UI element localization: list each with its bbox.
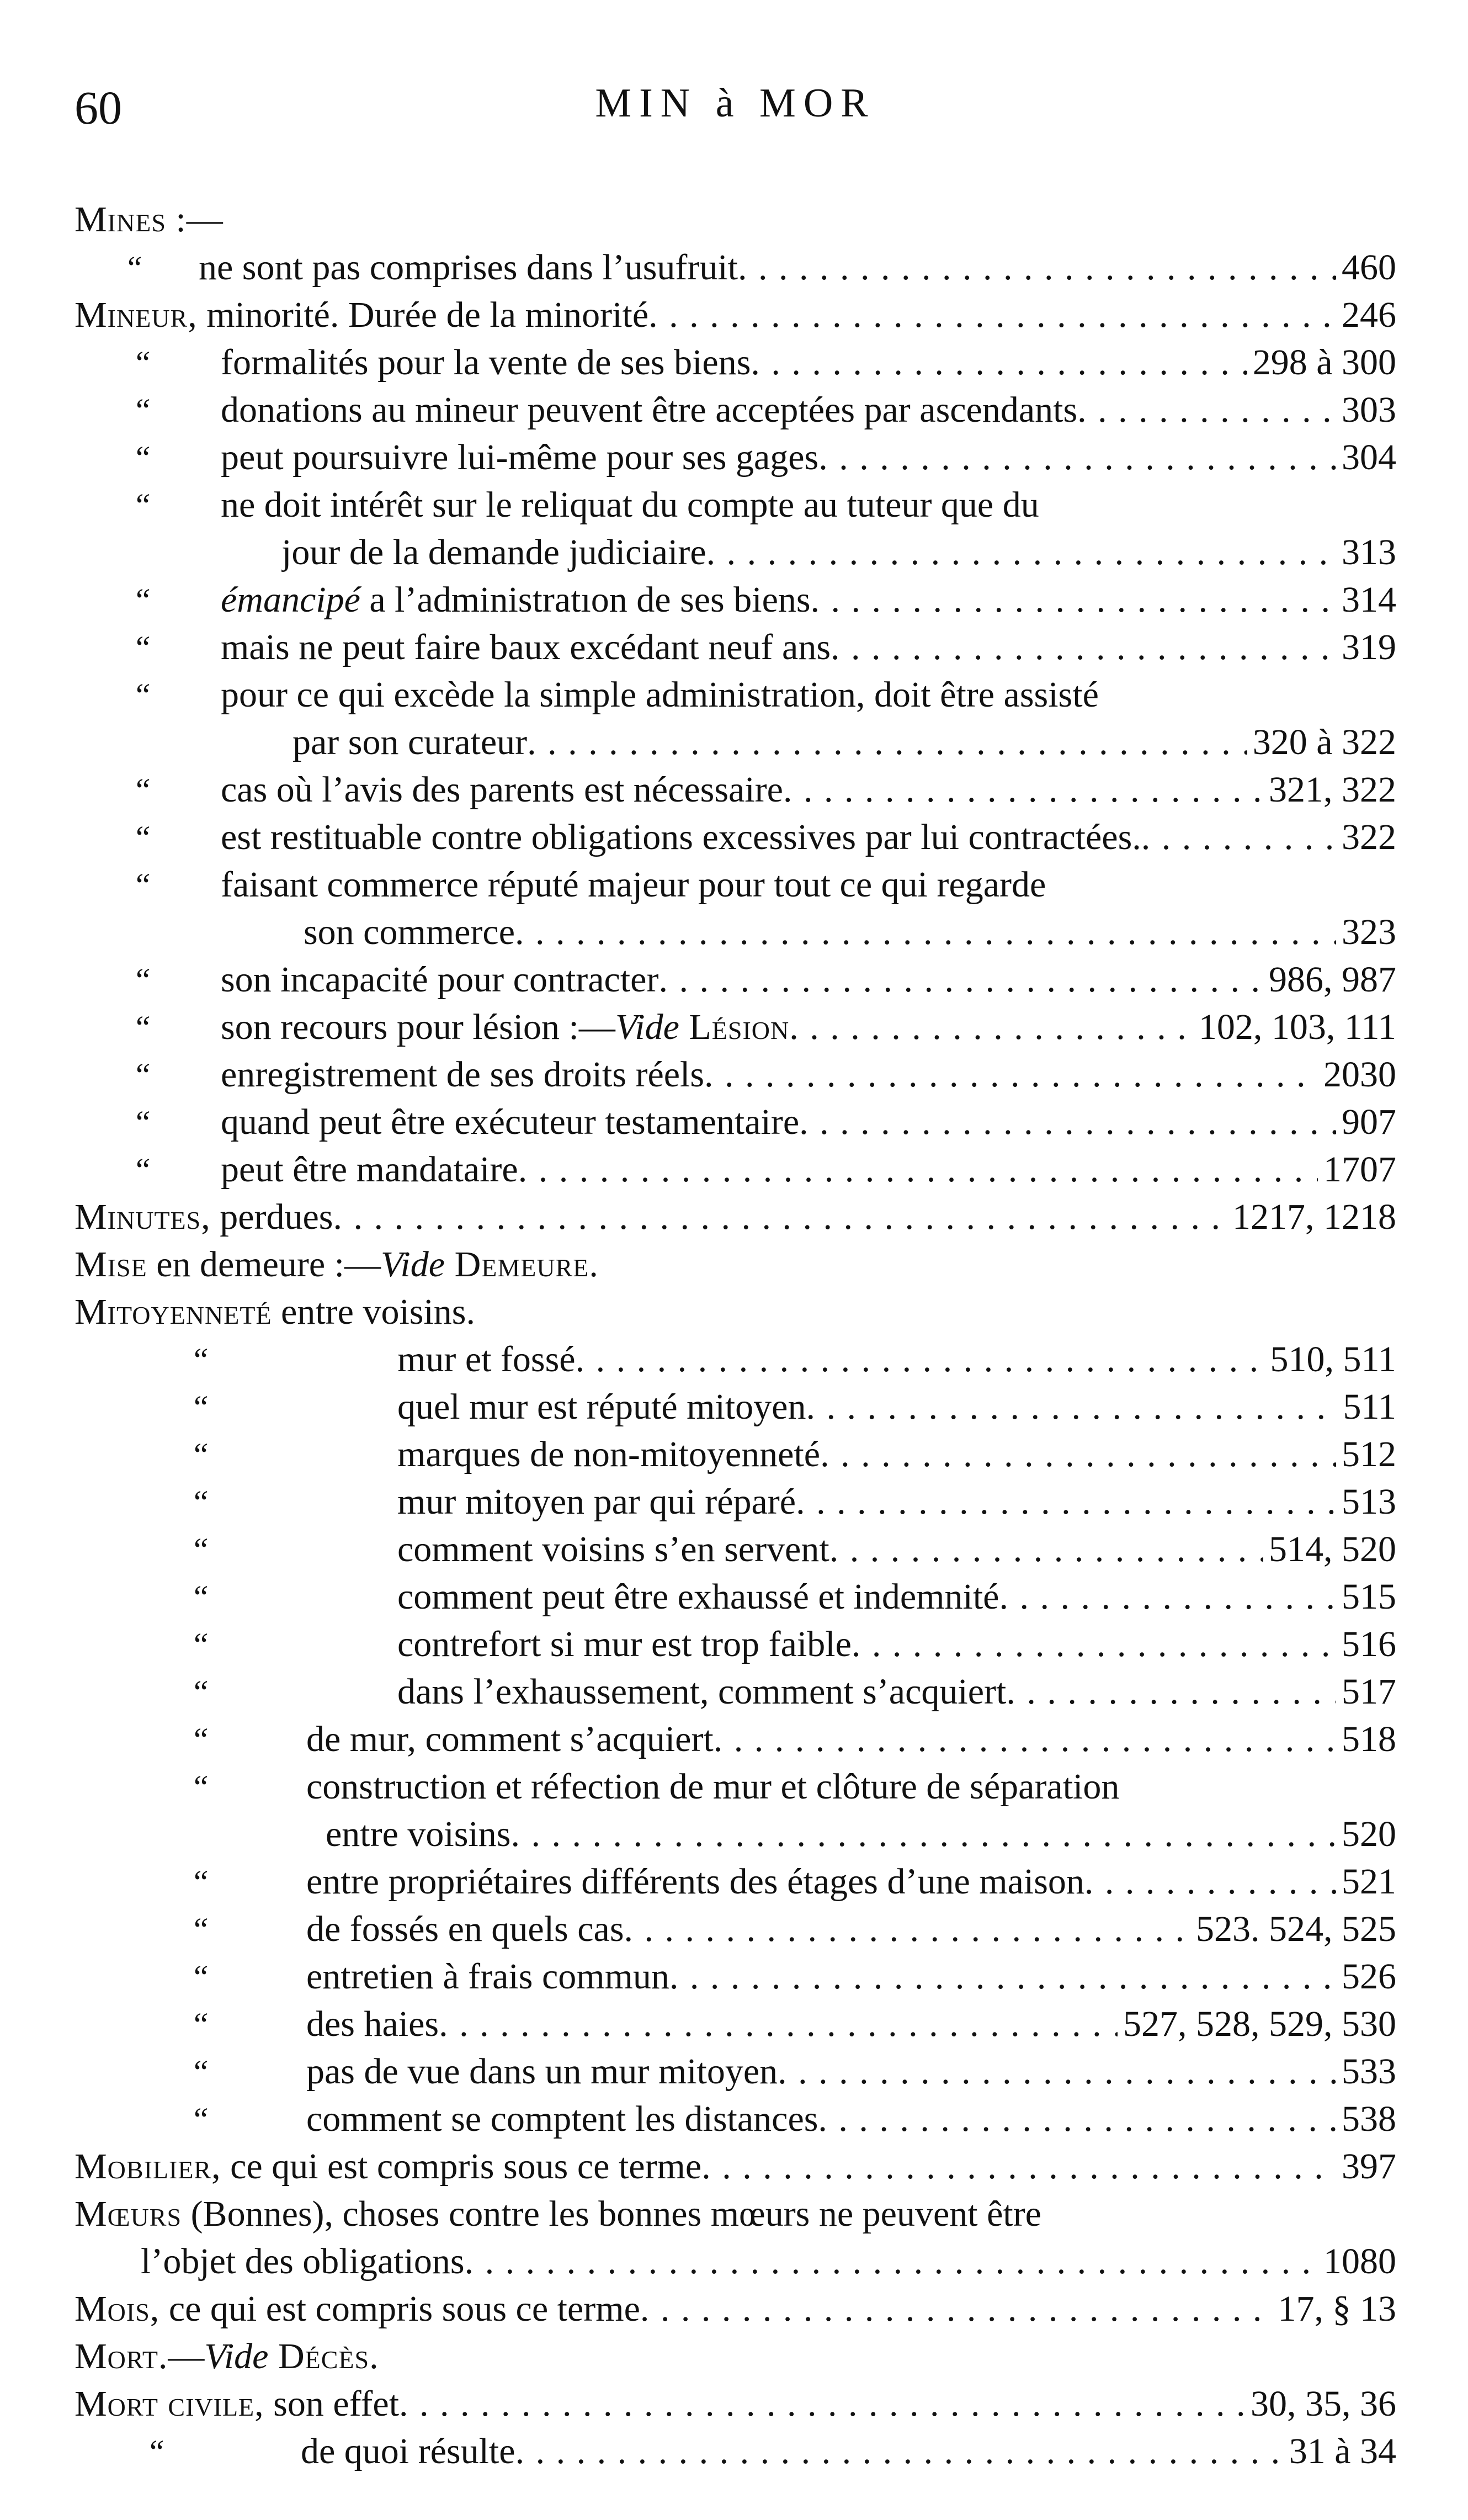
ditto-mark: “ — [190, 1531, 209, 1568]
index-line — [0, 2048, 1396, 2095]
entry-text — [301, 2428, 1396, 2475]
entry-body: minorité. Durée de la minorité — [197, 295, 649, 335]
index-line — [0, 434, 1396, 481]
entry-label — [306, 1906, 1190, 1953]
page-number: 60 — [75, 81, 122, 134]
page-reference: 30, 35, 36 — [1251, 2384, 1396, 2424]
ditto-mark: “ — [132, 344, 151, 381]
entry-body: entre voisins — [326, 1814, 511, 1854]
ditto-mark: “ — [190, 1769, 209, 1805]
ditto-mark: “ — [190, 1389, 209, 1425]
entry-text — [221, 1051, 1396, 1099]
entry-text — [397, 1668, 1396, 1716]
ditto-mark: “ — [190, 1959, 209, 1995]
entry-body: enregistrement de ses droits réels — [221, 1054, 705, 1095]
ditto-mark: “ — [132, 1057, 151, 1093]
index-line — [0, 1668, 1396, 1716]
index-line — [0, 956, 1396, 1004]
entry-text — [221, 339, 1396, 386]
index-line — [0, 386, 1396, 434]
entry-heading: Mitoyenneté — [75, 1292, 272, 1332]
entry-heading: Mobilier, — [75, 2146, 221, 2187]
entry-text — [199, 244, 1396, 291]
index-line — [0, 196, 1396, 243]
entry-text — [221, 814, 1396, 861]
entry-label — [221, 1146, 1318, 1193]
ditto-mark: “ — [124, 250, 143, 286]
entry-label — [397, 1573, 1336, 1621]
index-line — [0, 1478, 1396, 1526]
entry-text — [306, 1953, 1396, 2001]
entry-body: perdues — [210, 1197, 333, 1237]
entry-emphasis: émancipé — [221, 580, 360, 620]
entry-text — [75, 2143, 1396, 2190]
entry-label — [306, 2095, 1336, 2143]
entry-heading: Mines :— — [75, 199, 224, 240]
entry-label — [221, 814, 1336, 861]
entry-body: contrefort si mur est trop faible — [397, 1624, 852, 1664]
page-reference: 314 — [1342, 580, 1396, 620]
entry-label — [306, 1763, 1119, 1811]
entry-label — [397, 1668, 1336, 1716]
page-reference: 2030 — [1323, 1054, 1396, 1095]
ditto-mark: “ — [190, 2101, 209, 2137]
entry-label — [221, 434, 1336, 481]
entry-label — [75, 2143, 1336, 2190]
page-reference: 521 — [1342, 1861, 1396, 1902]
entry-label — [397, 1478, 1336, 1526]
entry-text — [221, 766, 1396, 814]
page-reference: 1080 — [1323, 2241, 1396, 2282]
ditto-mark: “ — [132, 439, 151, 476]
entry-text — [306, 1763, 1119, 1811]
entry-body: peut poursuivre lui-même pour ses gages — [221, 437, 819, 478]
entry-heading: Mise — [75, 1244, 147, 1285]
entry-label — [221, 624, 1336, 671]
ditto-mark: “ — [132, 629, 151, 666]
entry-body: en demeure :— — [147, 1244, 381, 1285]
entry-label — [221, 1004, 1193, 1051]
ditto-mark: “ — [190, 1674, 209, 1710]
page-reference: 1217, 1218 — [1232, 1197, 1396, 1237]
ditto-mark: “ — [132, 772, 151, 808]
entry-body: dans l’exhaussement, comment s’acquiert — [397, 1672, 1007, 1712]
entry-text — [306, 2001, 1396, 2048]
index-line — [0, 1621, 1396, 1668]
index-line — [0, 339, 1396, 386]
index-line — [0, 1526, 1396, 1573]
entry-label — [221, 861, 1046, 909]
entry-text — [141, 2238, 1396, 2285]
ditto-mark: “ — [190, 1864, 209, 1900]
page-reference: 31 à 34 — [1289, 2431, 1396, 2471]
page-reference: 303 — [1342, 390, 1396, 430]
page-reference: 520 — [1342, 1814, 1396, 1854]
entry-text — [304, 909, 1396, 956]
entry-text — [397, 1621, 1396, 1668]
entry-label — [397, 1431, 1336, 1478]
index-line — [0, 1858, 1396, 1906]
entry-body: mur mitoyen par qui réparé — [397, 1482, 796, 1522]
ditto-mark: “ — [132, 582, 151, 618]
entry-text — [75, 1193, 1396, 1241]
entry-text — [306, 2048, 1396, 2095]
page-reference: 323 — [1342, 912, 1396, 952]
entry-body: entre voisins. — [272, 1292, 475, 1332]
index-line — [0, 1099, 1396, 1146]
entry-body: son commerce — [304, 912, 515, 952]
entry-body: ne sont pas comprises dans l’usufruit — [199, 247, 738, 288]
index-line — [0, 671, 1396, 719]
ditto-mark: “ — [146, 2433, 165, 2470]
entry-text — [75, 2285, 1396, 2333]
ditto-mark: “ — [190, 1579, 209, 1615]
entry-body: — — [168, 2336, 205, 2376]
page-reference: 515 — [1342, 1577, 1396, 1617]
entry-label — [221, 339, 1247, 386]
index-line — [0, 481, 1396, 529]
index-line — [0, 2238, 1396, 2285]
index-line — [0, 2143, 1396, 2190]
entry-label — [75, 1241, 599, 1288]
entry-text — [306, 1716, 1396, 1763]
cross-ref-vide: Vide — [204, 2336, 269, 2376]
page-reference: 319 — [1342, 627, 1396, 667]
cross-ref-vide: Vide — [615, 1007, 679, 1047]
entry-body: peut être mandataire — [221, 1149, 518, 1190]
ditto-mark: “ — [132, 1152, 151, 1188]
page-reference: 907 — [1342, 1102, 1396, 1142]
page-header — [75, 80, 1396, 141]
entry-label — [397, 1383, 1337, 1431]
entry-text — [221, 671, 1099, 719]
entry-body: de quoi résulte — [301, 2431, 515, 2471]
entry-text — [75, 1241, 599, 1288]
entry-body: mur et fossé — [397, 1339, 576, 1380]
entry-body: donations au mineur peuvent être acceptées par ascendants — [221, 390, 1078, 430]
page-reference: 321, 322 — [1269, 770, 1396, 810]
entry-text — [326, 1811, 1396, 1858]
entry-text — [75, 196, 224, 243]
entry-body: comment peut être exhaussé et indemnité — [397, 1577, 999, 1617]
entry-body: faisant commerce réputé majeur pour tout ce qui regarde — [221, 864, 1046, 905]
entry-text — [292, 719, 1396, 766]
entry-label — [75, 196, 224, 243]
entry-label — [199, 244, 1336, 291]
page-reference: 523. 524, 525 — [1196, 1909, 1396, 1949]
ditto-mark: “ — [132, 1009, 151, 1046]
ditto-mark: “ — [190, 1341, 209, 1378]
page-reference: 17, § 13 — [1278, 2289, 1396, 2329]
page-reference: 533 — [1342, 2051, 1396, 2092]
index-line — [0, 2333, 1396, 2380]
entry-label — [221, 766, 1263, 814]
index-line — [0, 576, 1396, 624]
entry-body: pour ce qui excède la simple administration, doit être assisté — [221, 675, 1099, 715]
index-line — [0, 1383, 1396, 1431]
ditto-mark: “ — [190, 2006, 209, 2042]
index-line — [0, 2190, 1396, 2238]
entry-body: cas où l’avis des parents est nécessaire — [221, 770, 783, 810]
index-line — [0, 2001, 1396, 2048]
entry-body: pas de vue dans un mur mitoyen — [306, 2051, 778, 2092]
page-reference: 986, 987 — [1269, 959, 1396, 1000]
entry-body: ce qui est compris sous ce terme — [159, 2289, 640, 2329]
index-line — [0, 2380, 1396, 2428]
index-line — [0, 1146, 1396, 1193]
entry-label — [75, 1193, 1227, 1241]
entry-text — [221, 1004, 1396, 1051]
index-line — [0, 814, 1396, 861]
index-line — [0, 2285, 1396, 2333]
entry-body: quel mur est réputé mitoyen — [397, 1387, 806, 1427]
ditto-mark: “ — [132, 1104, 151, 1140]
entry-body: jour de la demande judiciaire — [281, 532, 706, 572]
page-reference: 512 — [1342, 1434, 1396, 1474]
entry-body: ne doit intérêt sur le reliquat du compte au tuteur que du — [221, 485, 1039, 525]
entry-text — [75, 291, 1396, 339]
entry-label — [306, 2001, 1118, 2048]
cross-ref-target: Lésion — [679, 1007, 790, 1047]
page-reference: 510, 511 — [1270, 1339, 1396, 1380]
ditto-mark: “ — [190, 1911, 209, 1948]
entry-body: par son curateur — [292, 722, 528, 762]
entry-label — [301, 2428, 1284, 2475]
entry-text — [75, 2333, 379, 2380]
entry-text — [75, 2190, 1041, 2238]
entry-text — [397, 1431, 1396, 1478]
entry-text — [397, 1383, 1396, 1431]
ditto-mark: “ — [132, 962, 151, 998]
page-reference: 313 — [1342, 532, 1396, 572]
entry-text — [221, 956, 1396, 1004]
entry-label — [75, 2380, 1245, 2428]
entry-label — [397, 1621, 1336, 1668]
index-line — [0, 291, 1396, 339]
entry-text — [397, 1478, 1396, 1526]
page-reference: 322 — [1342, 817, 1396, 857]
entry-text — [221, 386, 1396, 434]
entry-heading: Minutes, — [75, 1197, 211, 1237]
entry-text — [306, 1906, 1396, 1953]
entry-heading: Mineur, — [75, 295, 198, 335]
entry-body: son effet — [264, 2384, 400, 2424]
index-line — [0, 1336, 1396, 1383]
ditto-mark: “ — [190, 2054, 209, 2090]
cross-ref-target: Demeure. — [445, 1244, 599, 1285]
ditto-mark: “ — [132, 487, 151, 523]
entry-text — [221, 624, 1396, 671]
page-reference: 538 — [1342, 2099, 1396, 2139]
entry-label — [221, 1099, 1336, 1146]
index-line — [0, 1193, 1396, 1241]
index-line — [0, 1288, 1396, 1336]
ditto-mark: “ — [132, 819, 151, 856]
entry-body: (Bonnes), choses contre les bonnes mœurs ne peuvent être — [182, 2194, 1041, 2234]
entry-text — [397, 1336, 1396, 1383]
index-line — [0, 766, 1396, 814]
entry-body: son recours pour lésion :— — [221, 1007, 615, 1047]
entry-label — [75, 2190, 1041, 2238]
entry-label — [306, 1858, 1336, 1906]
entry-body: mais ne peut faire baux excédant neuf ans — [221, 627, 831, 667]
entry-label — [75, 2285, 1273, 2333]
entry-body: a l’administratıon de ses biens — [360, 580, 811, 620]
entry-label — [292, 719, 1247, 766]
entry-body: comment voisins s’en servent — [397, 1529, 829, 1569]
entry-body: quand peut être exécuteur testamentaire — [221, 1102, 800, 1142]
cross-ref-vide: Vide — [381, 1244, 445, 1285]
page-reference: 527, 528, 529, 530 — [1123, 2004, 1396, 2044]
entry-text — [221, 576, 1396, 624]
page-reference: 246 — [1342, 295, 1396, 335]
entry-label — [306, 2048, 1336, 2095]
entry-heading: Mort civile, — [75, 2384, 264, 2424]
entry-label — [306, 1716, 1336, 1763]
entry-body: formalités pour la vente de ses biens — [221, 342, 751, 383]
page-reference: 516 — [1342, 1624, 1396, 1664]
entry-label — [397, 1526, 1263, 1573]
entry-label — [75, 2333, 379, 2380]
ditto-mark: “ — [190, 1626, 209, 1663]
index-line — [0, 1716, 1396, 1763]
entry-body: entretien à frais commun — [306, 1956, 669, 1997]
entry-label — [304, 909, 1336, 956]
entry-body: comment se comptent les distances — [306, 2099, 818, 2139]
ditto-mark: “ — [190, 1436, 209, 1473]
entry-text — [397, 1526, 1396, 1573]
index-line — [0, 624, 1396, 671]
entry-label — [75, 291, 1336, 339]
entry-text — [397, 1573, 1396, 1621]
index-line — [0, 1906, 1396, 1953]
index-line — [0, 1241, 1396, 1288]
ditto-mark: “ — [190, 1721, 209, 1758]
entry-body: son incapacité pour contracter — [221, 959, 659, 1000]
page-reference: 397 — [1342, 2146, 1396, 2187]
index-line — [0, 1431, 1396, 1478]
page-reference: 1707 — [1323, 1149, 1396, 1190]
page-reference: 304 — [1342, 437, 1396, 478]
index-line — [0, 2428, 1396, 2475]
page-reference: 320 à 322 — [1252, 722, 1396, 762]
index-line — [0, 529, 1396, 576]
entry-label — [221, 671, 1099, 719]
page-reference: 514, 520 — [1269, 1529, 1396, 1569]
page-reference: 518 — [1342, 1719, 1396, 1759]
entry-label — [397, 1336, 1264, 1383]
entry-heading: Mœurs — [75, 2194, 182, 2234]
index-line — [0, 1811, 1396, 1858]
entry-label — [306, 1953, 1336, 2001]
index-line — [0, 1763, 1396, 1811]
entry-text — [221, 481, 1039, 529]
entry-label — [75, 1288, 475, 1336]
ditto-mark: “ — [132, 867, 151, 903]
entry-body: entre propriétaires différents des étages d’une maison — [306, 1861, 1084, 1902]
entry-label — [221, 576, 1336, 624]
entry-body: de mur, comment s’acquiert — [306, 1719, 714, 1759]
page-reference: 511 — [1343, 1387, 1396, 1427]
page-reference: 460 — [1342, 247, 1396, 288]
ditto-mark: “ — [132, 677, 151, 713]
entry-label — [326, 1811, 1336, 1858]
entry-text — [75, 1288, 475, 1336]
page-reference: 298 à 300 — [1252, 342, 1396, 383]
entry-text — [221, 861, 1046, 909]
entry-body: de fossés en quels cas — [306, 1909, 624, 1949]
index-line — [0, 1573, 1396, 1621]
entry-text — [221, 434, 1396, 481]
entry-body: est restituable contre obligations excessives par lui contractées. — [221, 817, 1141, 857]
page-reference: 102, 103, 111 — [1198, 1007, 1396, 1047]
entry-body: des haies — [306, 2004, 439, 2044]
page-reference: 517 — [1342, 1672, 1396, 1712]
ditto-mark: “ — [190, 1484, 209, 1520]
index-line — [0, 909, 1396, 956]
entry-text — [221, 1146, 1396, 1193]
entry-label — [221, 386, 1336, 434]
entry-label — [221, 1051, 1318, 1099]
ditto-mark: “ — [132, 392, 151, 428]
index-line — [0, 1953, 1396, 2001]
entry-text — [75, 2380, 1396, 2428]
index-line — [0, 1004, 1396, 1051]
entry-body: l’objet des obligations — [141, 2241, 465, 2282]
index-line — [0, 719, 1396, 766]
entry-body: construction et réfection de mur et clôture de séparation — [306, 1766, 1120, 1807]
index-line — [0, 244, 1396, 291]
entry-label — [221, 956, 1263, 1004]
entry-heading: Mort. — [75, 2336, 168, 2376]
index-line — [0, 2095, 1396, 2143]
page-reference: 526 — [1342, 1956, 1396, 1997]
entry-text — [306, 1858, 1396, 1906]
entry-label — [281, 529, 1336, 576]
cross-ref-target: Décès. — [268, 2336, 379, 2376]
page-reference: 513 — [1342, 1482, 1396, 1522]
entry-label — [221, 481, 1039, 529]
index-line — [0, 861, 1396, 909]
entry-heading: Mois, — [75, 2289, 160, 2329]
running-title: MIN à MOR — [595, 81, 876, 126]
entry-label — [141, 2238, 1318, 2285]
entry-text — [306, 2095, 1396, 2143]
entry-body: marques de non-mitoyenneté — [397, 1434, 821, 1474]
index-line — [0, 1051, 1396, 1099]
entry-text — [281, 529, 1396, 576]
entry-text — [221, 1099, 1396, 1146]
entry-body: ce qui est compris sous ce terme — [221, 2146, 702, 2187]
